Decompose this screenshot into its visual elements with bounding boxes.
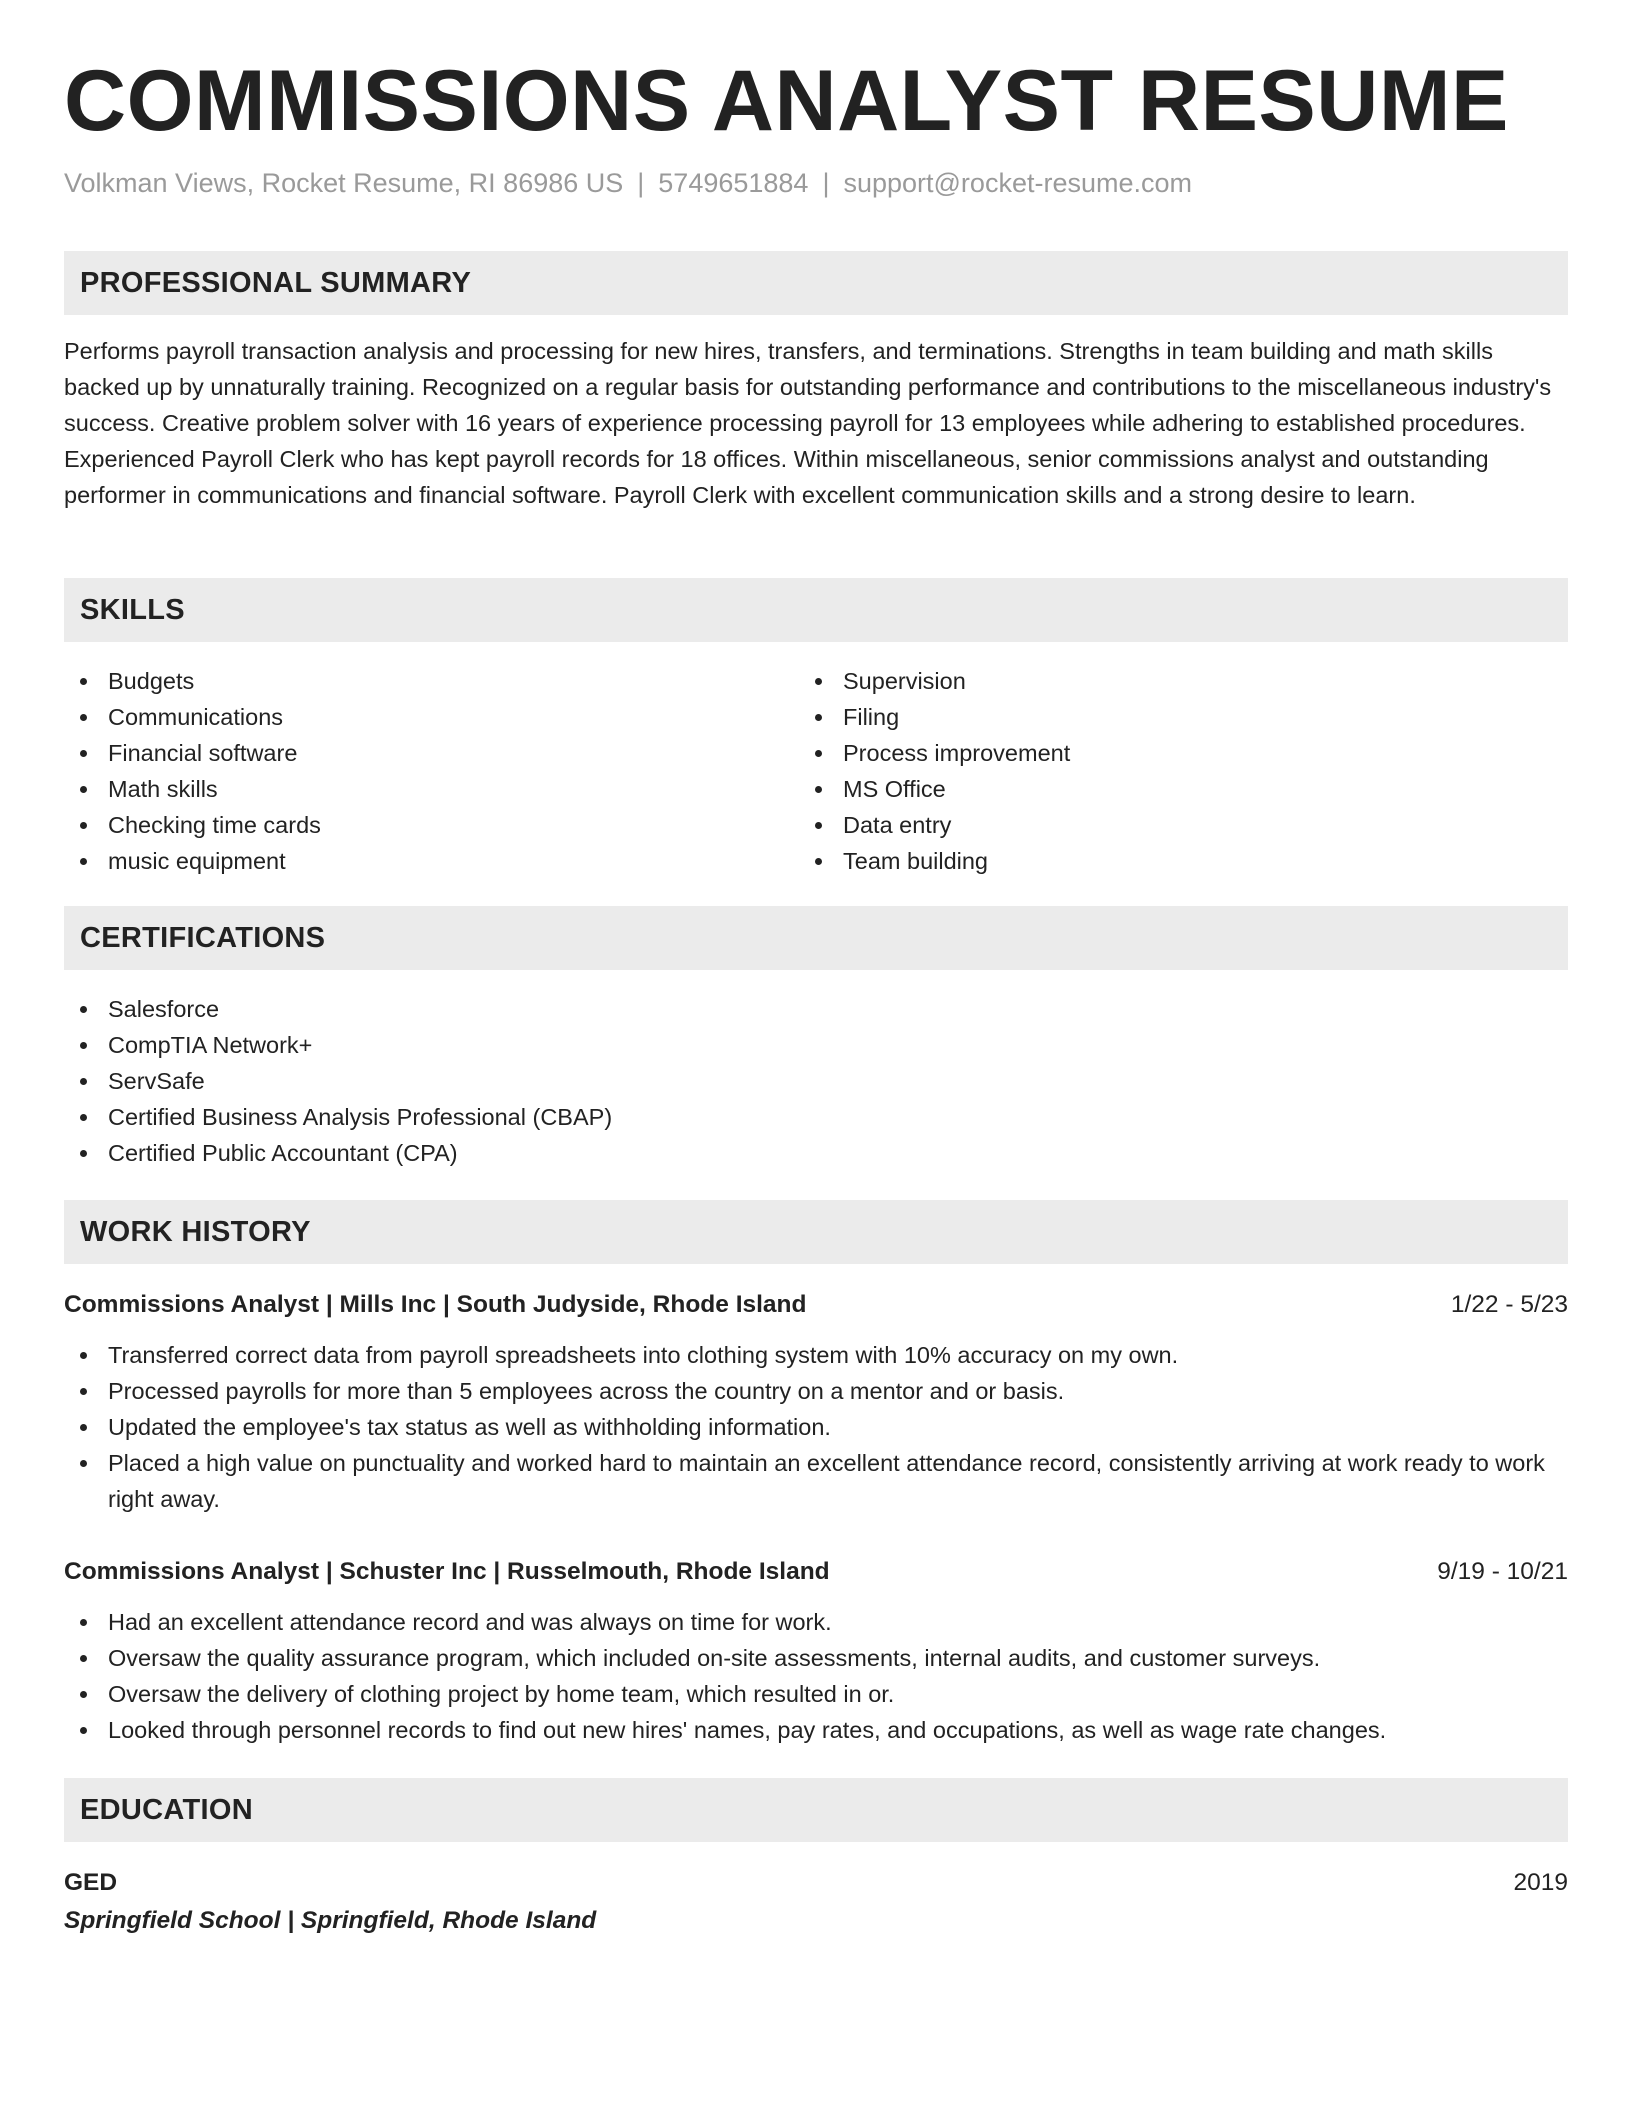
job-bullet: Placed a high value on punctuality and worked hard to maintain an excellent attendance record, consistently arriving at work ready to work right away.	[64, 1445, 1568, 1517]
skill-item: Supervision	[799, 663, 1499, 699]
contact-line	[64, 168, 1192, 199]
certifications-list	[64, 991, 1568, 1171]
contact-address: Volkman Views, Rocket Resume, RI 86986 US	[64, 168, 624, 198]
certification-item: Certified Business Analysis Professional (CBAP)	[64, 1099, 1568, 1135]
section-title-summary: PROFESSIONAL SUMMARY	[80, 266, 472, 299]
skill-item: music equipment	[64, 843, 764, 879]
section-header-certifications	[64, 906, 1568, 970]
contact-separator: |	[637, 168, 645, 198]
skill-item: Communications	[64, 699, 764, 735]
job-bullet: Updated the employee's tax status as well as withholding information.	[64, 1409, 1568, 1445]
skills-list-right	[799, 663, 1499, 879]
section-header-work	[64, 1200, 1568, 1264]
skill-item: Checking time cards	[64, 807, 764, 843]
job-dates: 1/22 - 5/23	[1450, 1291, 1568, 1318]
section-header-education	[64, 1778, 1568, 1842]
certification-item: CompTIA Network+	[64, 1027, 1568, 1063]
contact-separator: |	[822, 168, 830, 198]
education-degree: GED	[64, 1869, 118, 1896]
section-title-certifications: CERTIFICATIONS	[80, 921, 326, 954]
job-bullets	[64, 1337, 1568, 1517]
job-bullet: Transferred correct data from payroll spreadsheets into clothing system with 10% accuracy on my own.	[64, 1337, 1568, 1373]
certification-item: Certified Public Accountant (CPA)	[64, 1135, 1568, 1171]
job-bullet: Oversaw the delivery of clothing project by home team, which resulted in or.	[64, 1676, 1568, 1712]
skill-item: Process improvement	[799, 735, 1499, 771]
skill-item: Data entry	[799, 807, 1499, 843]
skill-item: MS Office	[799, 771, 1499, 807]
contact-phone: 5749651884	[658, 168, 809, 198]
section-header-summary	[64, 251, 1568, 315]
section-title-work: WORK HISTORY	[80, 1215, 311, 1248]
section-title-skills: SKILLS	[80, 593, 185, 626]
job-title: Commissions Analyst | Mills Inc | South Judyside, Rhode Island	[64, 1291, 807, 1318]
job-bullet: Had an excellent attendance record and was always on time for work.	[64, 1604, 1568, 1640]
contact-email: support@rocket-resume.com	[843, 168, 1192, 198]
section-title-education: EDUCATION	[80, 1793, 253, 1826]
job-bullets	[64, 1604, 1568, 1748]
job-bullet: Oversaw the quality assurance program, which included on-site assessments, internal audits, and customer surveys.	[64, 1640, 1568, 1676]
job-dates: 9/19 - 10/21	[1437, 1558, 1568, 1585]
certification-item: ServSafe	[64, 1063, 1568, 1099]
skill-item: Financial software	[64, 735, 764, 771]
skill-item: Budgets	[64, 663, 764, 699]
section-header-skills	[64, 578, 1568, 642]
job-title: Commissions Analyst | Schuster Inc | Russelmouth, Rhode Island	[64, 1558, 830, 1585]
job-bullet: Processed payrolls for more than 5 employees across the country on a mentor and or basis.	[64, 1373, 1568, 1409]
education-school: Springfield School | Springfield, Rhode Island	[64, 1907, 597, 1934]
professional-summary: Performs payroll transaction analysis and processing for new hires, transfers, and terminations. Strengths in team building and math skills backed up by unnaturally training. Recognized on a regular basis for outstanding performance and contributions to the miscellaneous industry's success. Creative problem solver with 16 years of experience processing payroll for 13 employees while adhering to established procedures. Experienced Payroll Clerk who has kept payroll records for 18 offices. Within miscellaneous, senior commissions analyst and outstanding performer in communications and financial software. Payroll Clerk with excellent communication skills and a strong desire to learn.	[64, 338, 1552, 508]
education-year: 2019	[1513, 1869, 1568, 1896]
skill-item: Filing	[799, 699, 1499, 735]
job-bullet: Looked through personnel records to find out new hires' names, pay rates, and occupations, as well as wage rate changes.	[64, 1712, 1568, 1748]
resume-title: COMMISSIONS ANALYST RESUME	[64, 53, 1509, 149]
skill-item: Math skills	[64, 771, 764, 807]
skills-list-left	[64, 663, 764, 879]
skill-item: Team building	[799, 843, 1499, 879]
certification-item: Salesforce	[64, 991, 1568, 1027]
